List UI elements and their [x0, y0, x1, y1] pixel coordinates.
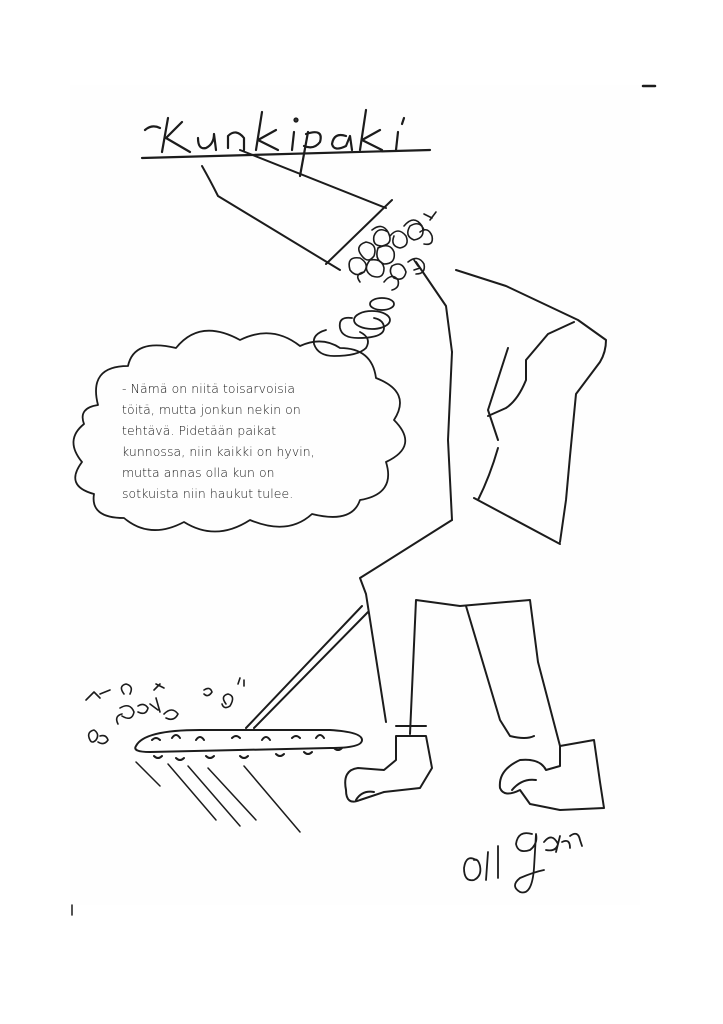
- thought-dots: [314, 298, 394, 356]
- speech-line: sotkuista niin haukut tulee.: [122, 486, 294, 501]
- right-boot: [500, 740, 604, 810]
- speech-line: - Nämä on niitä toisarvoisia: [122, 381, 296, 396]
- figure-body: [360, 262, 606, 746]
- broom: [135, 606, 368, 760]
- speech-text: [122, 378, 352, 504]
- hair-scribble: [349, 212, 436, 290]
- speech-line: töitä, mutta jonkun nekin on: [122, 402, 301, 417]
- motion-lines: [136, 762, 300, 832]
- signature: [464, 833, 582, 892]
- speech-line: tehtävä. Pidetään paikat: [122, 423, 277, 438]
- dust-scribbles: [86, 678, 244, 744]
- speech-line: mutta annas olla kun on: [122, 465, 275, 480]
- left-boot: [345, 736, 432, 802]
- hat: [202, 150, 392, 270]
- speech-line: kunnossa, niin kaikki on hyvin,: [122, 444, 315, 459]
- handwritten-title: [142, 110, 430, 176]
